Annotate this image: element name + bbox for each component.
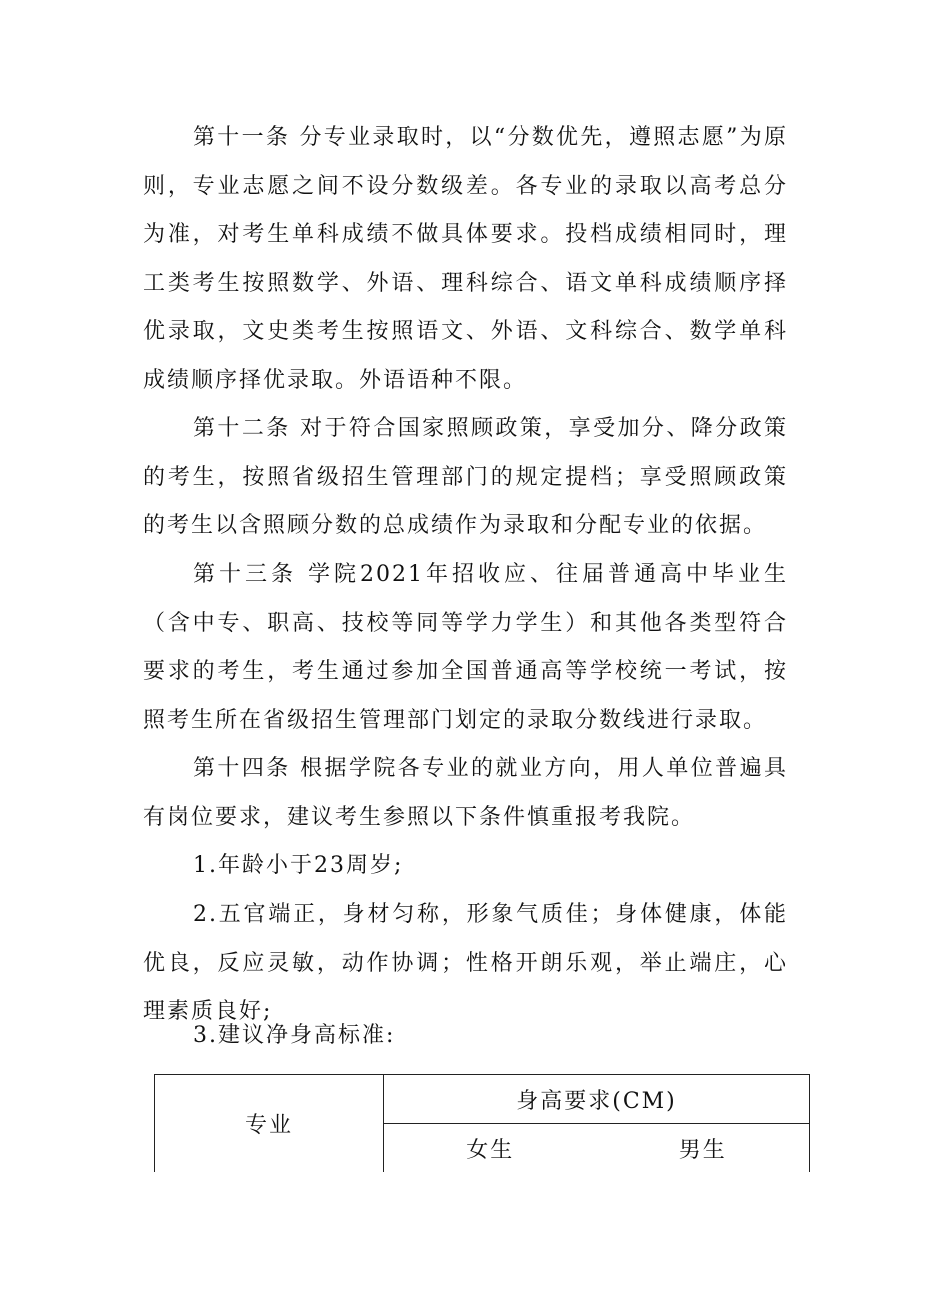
table-header-female: 女生 (384, 1124, 597, 1173)
article-13-paragraph: 第十三条 学院2021年招收应、往届普通高中毕业生（含中专、职高、技校等同等学力学生）和其他各类型符合要求的考生，考生通过参加全国普通高等学校统一考试，按照考生所在省级招生管理部门划定的录取分数线进行录取。 (143, 562, 788, 733)
article-12-paragraph: 第十二条 对于符合国家照顾政策，享受加分、降分政策的考生，按照省级招生管理部门的规定提档；享受照顾政策的考生以含照顾分数的总成绩作为录取和分配专业的依据。 (143, 416, 788, 538)
article-11-paragraph: 第十一条 分专业录取时，以“分数优先，遵照志愿”为原则，专业志愿之间不设分数级差。各专业的录取以高考总分为准，对考生单科成绩不做具体要求。投档成绩相同时，理工类考生按照数学、外语、理科综合、语文单科成绩顺序择优录取，文史类考生按照语文、外语、文科综合、数学单科成绩顺序择优录取。外语语种不限。 (143, 125, 788, 393)
condition-1-age: 1.年龄小于23周岁; (193, 853, 404, 878)
article-14-paragraph: 第十四条 根据学院各专业的就业方向，用人单位普遍具有岗位要求，建议考生参照以下条件慎重报考我院。 (143, 756, 788, 830)
table-header-major: 专业 (155, 1075, 384, 1173)
condition-2-appearance: 2.五官端正，身材匀称，形象气质佳；身体健康，体能优良，反应灵敏，动作协调；性格开朗乐观，举止端庄，心理素质良好; (143, 902, 788, 1024)
height-requirement-table (154, 1074, 810, 1172)
table-header-height: 身高要求(CM) (384, 1075, 810, 1124)
condition-3-height: 3.建议净身高标准: (193, 1023, 396, 1048)
table-header-male: 男生 (597, 1124, 810, 1173)
